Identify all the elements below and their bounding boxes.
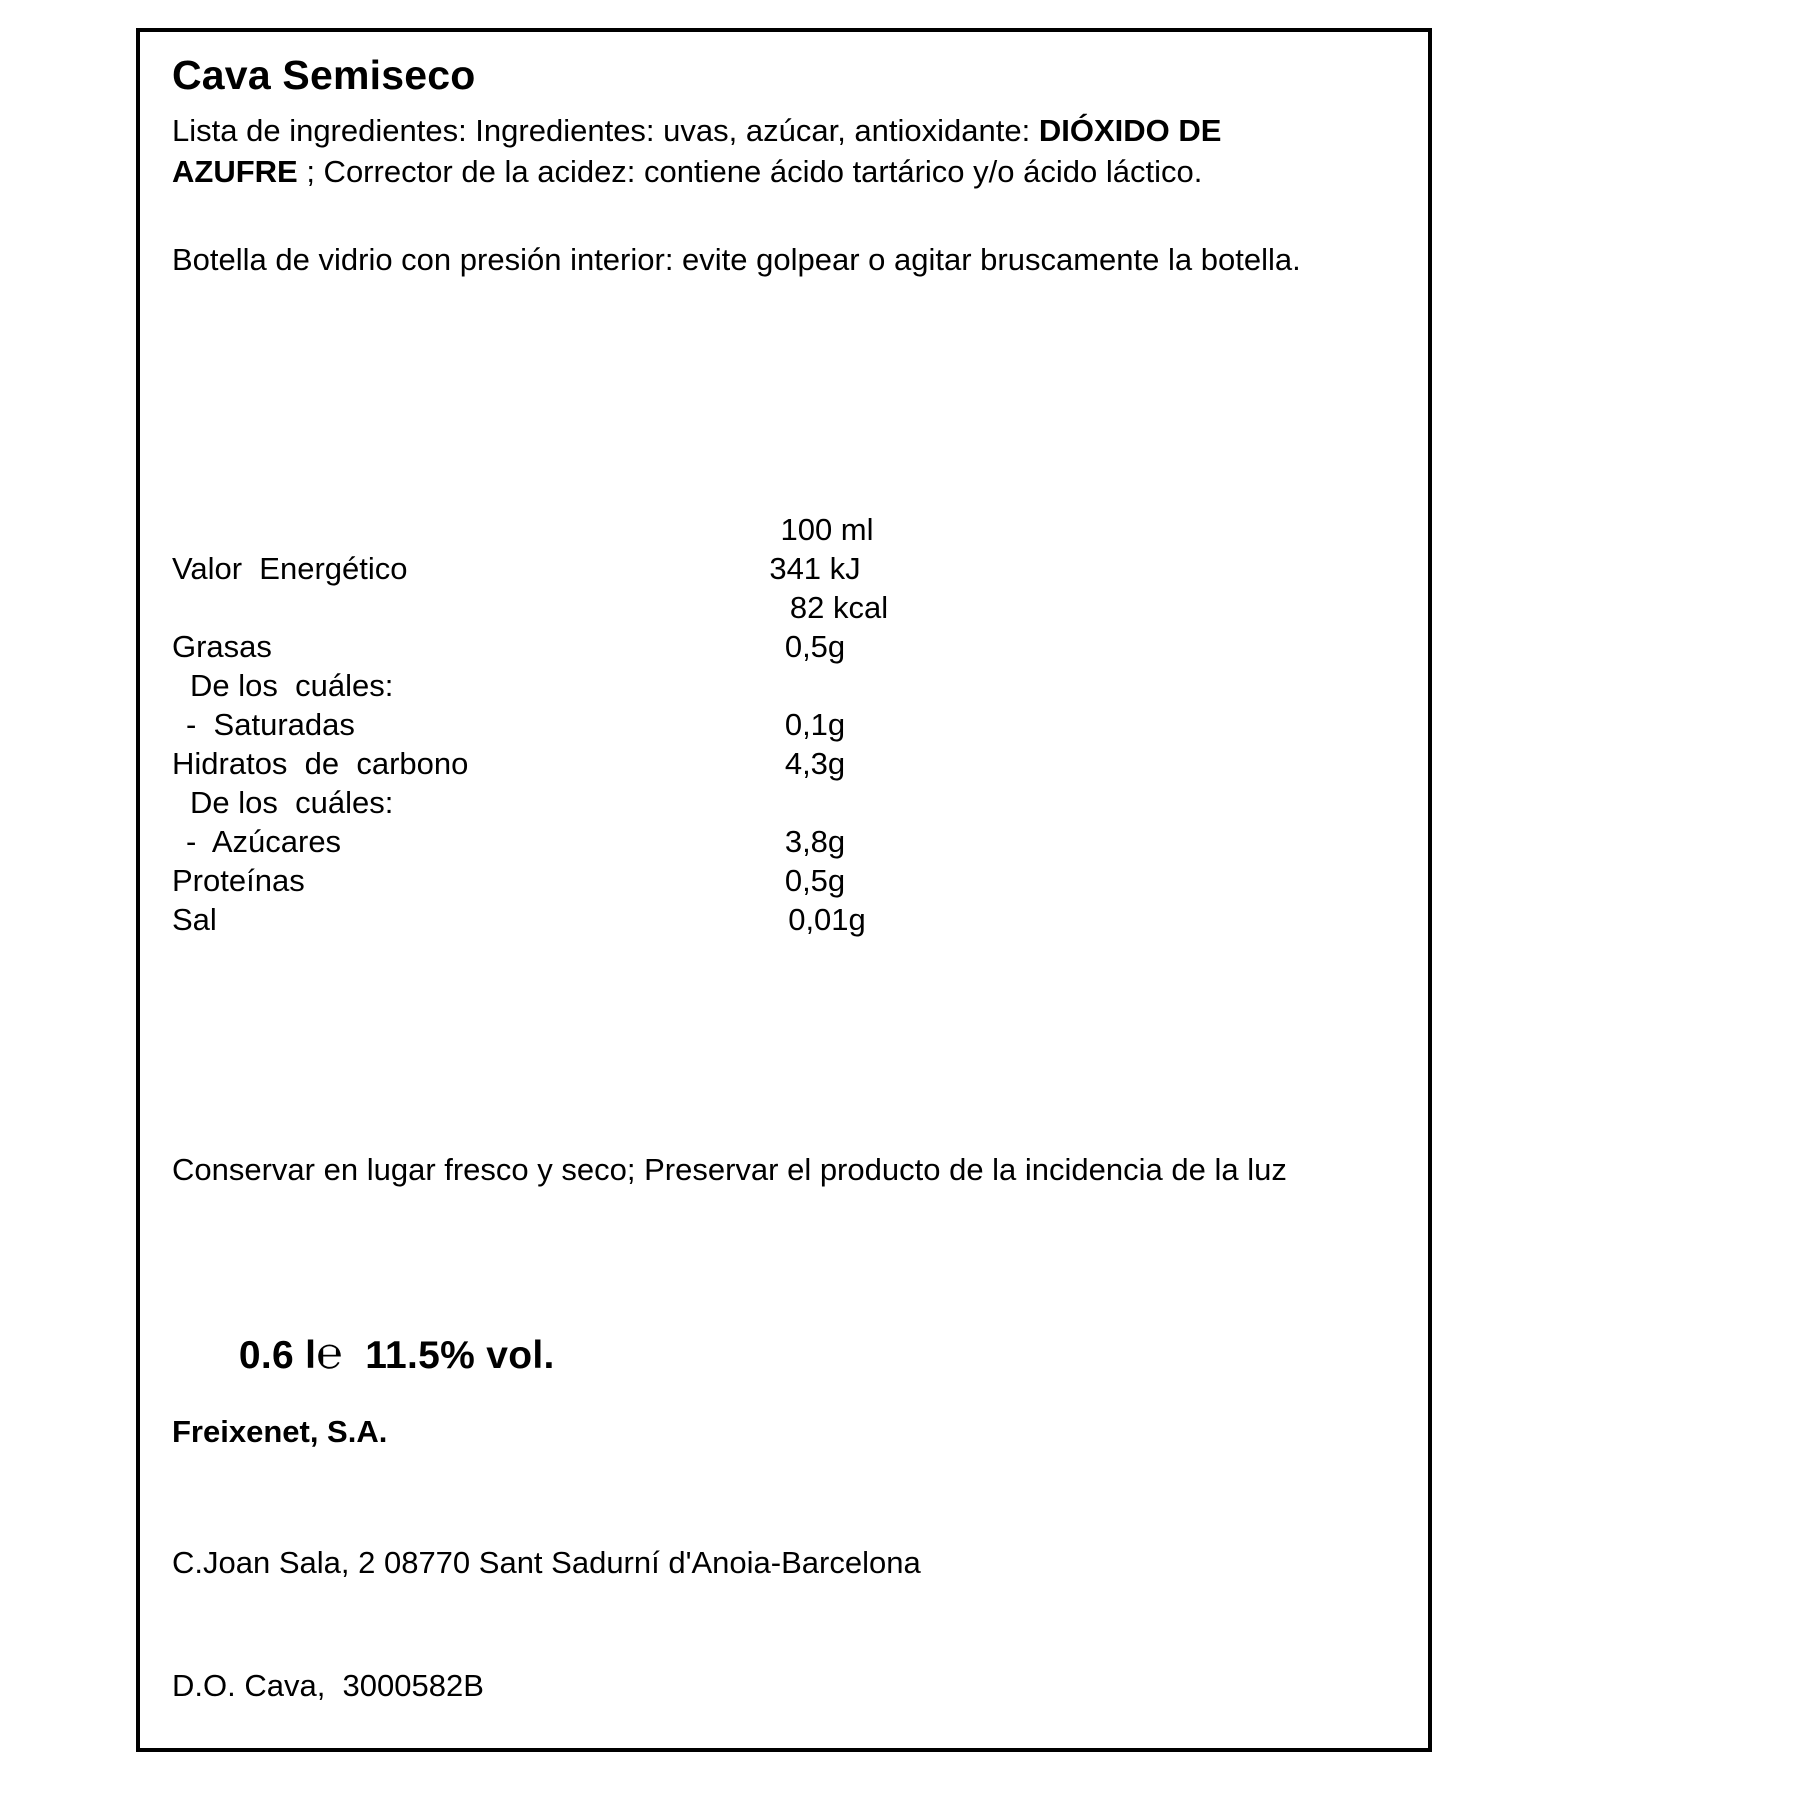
nutrient-value: 0,01g (788, 902, 866, 937)
nutrient-label: De los cuáles: (190, 668, 394, 703)
table-row (172, 785, 1012, 824)
nutrition-column-header: 100 ml (780, 512, 874, 547)
ingredients-list (172, 110, 1322, 192)
table-row (172, 707, 1012, 746)
nutrient-value: 82 kcal (789, 590, 889, 625)
address-line-1: C.Joan Sala, 2 08770 Sant Sadurní d'Anoia-Barcelona (172, 1545, 921, 1580)
nutrient-value: 3,8g (784, 824, 846, 859)
label-content (172, 32, 1410, 1748)
storage-instructions: Conservar en lugar fresco y seco; Preservar el producto de la incidencia de la luz (172, 1152, 1287, 1187)
nutrient-value: 0,5g (784, 863, 846, 898)
table-row (172, 590, 1012, 629)
nutrient-label: Proteínas (172, 863, 305, 898)
alcohol-content: 11.5% vol. (365, 1334, 555, 1377)
table-row (172, 629, 1012, 668)
ingredients-suffix: ; Corrector de la acidez: contiene ácido tartárico y/o ácido láctico. (297, 154, 1203, 189)
nutrition-table (172, 512, 1012, 941)
table-row (172, 668, 1012, 707)
nutrient-value: 0,1g (784, 707, 846, 742)
nutrient-label: - Azúcares (186, 824, 342, 859)
address-line-2: D.O. Cava, 3000582B (172, 1668, 484, 1703)
pressure-warning-note: Botella de vidrio con presión interior: evite golpear o agitar bruscamente la botella. (172, 242, 1301, 277)
table-row (172, 551, 1012, 590)
table-row (172, 824, 1012, 863)
ingredients-prefix: Lista de ingredientes: Ingredientes: uvas, azúcar, antioxidante: (172, 113, 1039, 148)
product-label-card (136, 28, 1432, 1752)
nutrient-label: - Saturadas (186, 707, 355, 742)
table-row (172, 863, 1012, 902)
nutrient-value: 4,3g (784, 746, 846, 781)
nutrition-header-row (172, 512, 1012, 551)
nutrient-value: 341 kJ (769, 551, 861, 586)
nutrient-value: 0,5g (784, 629, 846, 664)
company-address (172, 1460, 921, 1788)
company-name: Freixenet, S.A. (172, 1414, 388, 1449)
page-title: Cava Semiseco (172, 52, 476, 98)
volume-alcohol-line (172, 1285, 555, 1423)
nutrient-label: Grasas (172, 629, 272, 664)
nutrient-label: Valor Energético (172, 551, 408, 586)
table-row (172, 746, 1012, 785)
nutrient-label: Sal (172, 902, 217, 937)
nutrient-label: Hidratos de carbono (172, 746, 469, 781)
estimated-sign-icon: ℮ (316, 1329, 343, 1378)
table-row (172, 902, 1012, 941)
net-volume: 0.6 l (238, 1334, 317, 1377)
allergen-text: DIÓXIDO DE AZUFRE (172, 113, 1222, 189)
nutrient-label: De los cuáles: (190, 785, 394, 820)
